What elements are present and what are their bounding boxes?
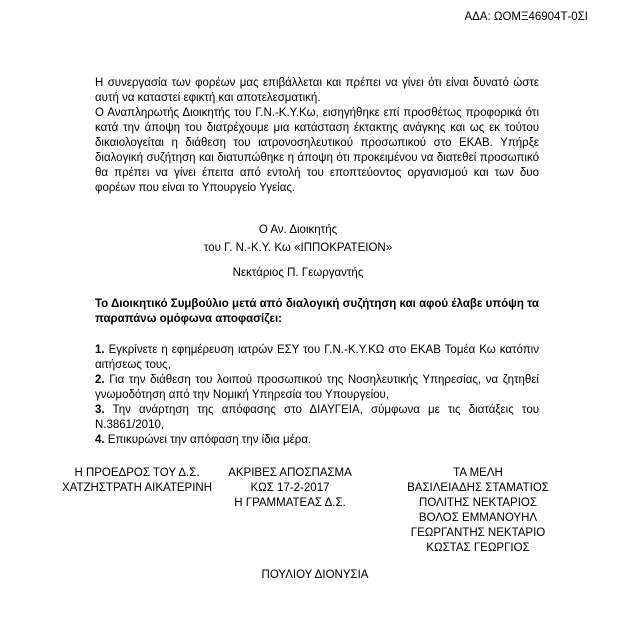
signature-role: Ο Αν. Διοικητής [258, 224, 338, 236]
intro-section [95, 76, 539, 196]
decision-number: 1. [95, 344, 105, 356]
intro-paragraph-1: Η συνεργασία των φορέων μας επιβάλλεται και πρέπει να γίνει ότι είναι δυνατό ώστε αυτή να καταστεί εφικτή και αποτελεσματική. [95, 77, 539, 104]
president-column [52, 466, 222, 496]
decision-text: Για την διάθεση του λοιπού προσωπικού της Νοσηλευτικής Υπηρεσίας, να ζητηθεί γνωμοδότηση από την Νομική Υπηρεσία του Υπουργείου, [95, 374, 539, 401]
decision-text: Επικυρώνει την απόφαση την ίδια μέρα. [104, 434, 312, 446]
members-title: ΤΑ ΜΕΛΗ [453, 467, 503, 479]
decision-item [95, 403, 539, 433]
decision-text: Την ανάρτηση της απόφασης στο ΔΙΑΥΓΕΙΑ, σύμφωνα με τις διατάξεις του Ν.3861/2010, [95, 404, 539, 431]
decision-list [95, 343, 539, 448]
extract-date: ΚΩΣ 17-2-2017 [250, 482, 330, 494]
member-name: ΠΟΛΙΤΗΣ ΝΕΚΤΑΡΙΟΣ [419, 497, 537, 509]
decision-number: 2. [95, 374, 105, 386]
secretary-title: Η ΓΡΑΜΜΑΤΕΑΣ Δ.Σ. [234, 497, 346, 509]
extract-label: ΑΚΡΙΒΕΣ ΑΠΟΣΠΑΣΜΑ [228, 467, 352, 479]
member-name: ΒΟΛΟΣ ΕΜΜΑΝΟΥΗΛ [418, 512, 538, 524]
president-name: ΧΑΤΖΗΣΤΡΑΤΗ ΑΙΚΑΤΕΡΙΝΗ [61, 482, 213, 494]
member-name: ΒΑΣΙΛΕΙΑΔΗΣ ΣΤΑΜΑΤΙΟΣ [407, 482, 549, 494]
decision-text: Εγκρίνετε η εφημέρευση ιατρών ΕΣΥ του Γ.Ν.-Κ.Υ.ΚΩ στο ΕΚΑΒ Τομέα Κω κατόπιν αιτήσεως τους, [95, 344, 539, 371]
secretary-column [210, 466, 370, 511]
decision-number: 4. [95, 434, 105, 446]
member-name: ΚΩΣΤΑΣ ΓΕΩΡΓΙΟΣ [426, 542, 530, 554]
decision-heading: Το Διοικητικό Συμβούλιο μετά από διαλογική συζήτηση και αφού έλαβε υπόψη τα παραπάνω ομόφωνα αποφασίζει: [95, 298, 539, 325]
decision-item [95, 433, 539, 448]
decision-item [95, 343, 539, 373]
ada-code: ΑΔΑ: ΩΟΜΞ46904Τ-0ΣΙ [464, 11, 588, 23]
decision-number: 3. [95, 404, 105, 416]
member-name: ΓΕΩΡΓΑΝΤΗΣ ΝΕΚΤΑΡΙΟ [410, 527, 546, 539]
decision-item [95, 373, 539, 403]
president-title: Η ΠΡΟΕΔΡΟΣ ΤΟΥ Δ.Σ. [74, 467, 200, 479]
members-column [378, 466, 578, 556]
signature-name: Νεκτάριος Π. Γεωργαντής [232, 267, 364, 279]
secretary-name: ΠΟΥΛΙΟΥ ΔΙΟΝΥΣΙΑ [261, 569, 369, 581]
intro-paragraph-2: Ο Αναπληρωτής Διοικητής του Γ.Ν.-Κ.Υ.Κω, εισηγήθηκε επί προσθέτως προφορικά ότι κατά την άποψη του διατρέχουμε μια κατάσταση έκτακτης ανάγκης και ως εκ τούτου δικαιολογείται η διάθεση του ιατρονοσηλευτικού προσωπικού στο ΕΚΑΒ. Υπήρξε διαλογική συζήτηση και διατυπώθηκε η άποψη ότι προκειμένου να διατεθεί προσωπικό θα πρέπει να γίνει έπειτα από εντολή του εποπτεύοντος οργανισμού και των δυο φορέων που είναι το Υπουργείο Υγείας. [95, 107, 539, 194]
signature-org: του Γ. Ν.-Κ.Υ. Κω «ΙΠΠΟΚΡΑΤΕΙΟΝ» [203, 242, 393, 254]
